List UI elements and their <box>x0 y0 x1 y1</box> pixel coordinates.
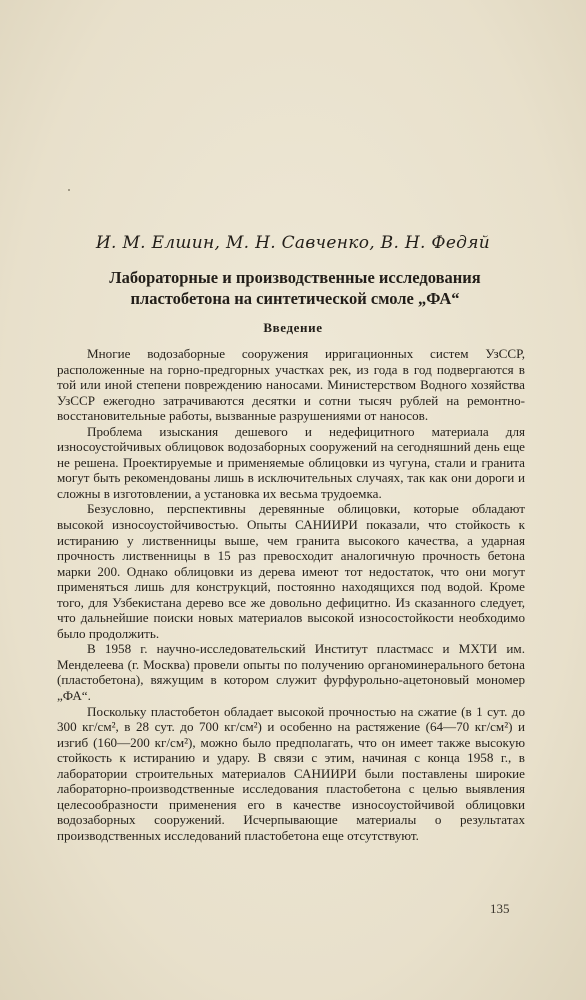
article-title: Лабораторные и производственные исследования пластобетона на синтетической смоле „ФА“ <box>109 268 481 308</box>
page-number: 135 <box>490 901 510 916</box>
paragraph: Поскольку пластобетон обладает высокой прочностью на сжатие (в 1 сут. до 300 кг/см², в 28 сут. до 700 кг/см²) и особенно на растяжение (64—70 кг/см²) и изгиб (160—200 кг/см²), можно было предполагать, что он имеет также высокую стойкость к истиранию и удару. В связи с этим, начиная с конца 1958 г., в лаборатории строительных материалов САНИИРИ были поставлены широкие лабораторно-производственные исследования пластобетона с целью выявления целесообразности применения его в качестве износоустойчивой облицовки водозаборных сооружений. Исчерпывающие материалы о результатах производственных исследований пластобетона еще отсутствуют. <box>57 703 525 843</box>
paper-speck <box>68 189 70 191</box>
paragraph: Проблема изыскания дешевого и недефицитного материала для износоустойчивых облицовок водозаборных сооружений на сегодняшний день еще не решена. Проектируемые и применяемые облицовки из чугуна, стали и гранита могут быть рекомендованы лишь в исключительных случаях, так как они дороги и сложны в изготовлении, а установка их весьма трудоемка. <box>57 423 525 501</box>
article-body <box>57 346 525 844</box>
paragraph: В 1958 г. научно-исследовательский Институт пластмасс и МХТИ им. Менделеева (г. Москва) провели опыты по получению органоминерального бетона (пластобетона), вяжущим в котором служит фурфурольно-ацетоновый мономер „ФА“. <box>57 641 525 704</box>
section-heading: Введение <box>263 320 323 335</box>
paragraph: Безусловно, перспективны деревянные облицовки, которые обладают высокой износоустойчивостью. Опыты САНИИРИ показали, что стойкость к истиранию у лиственницы выше, чем гранита высокого качества, а ударная прочность лиственницы в 15 раз превосходит аналогичную прочность бетона марки 200. Однако облицовки из дерева имеют тот недостаток, что они могут применяться лишь для конструкций, постоянно находящихся под водой. Кроме того, для Узбекистана дерево все же довольно дефицитно. Из сказанного следует, что дальнейшие поиски новых материалов высокой износостойкости необходимо было продолжить. <box>57 501 525 641</box>
paragraph: Многие водозаборные сооружения ирригационных систем УзССР, расположенные на горно-предгорных участках рек, из года в год подвергаются в той или иной степени повреждению наносами. Министерством Водного хозяйства УзССР ежегодно затрачиваются десятки и сотни тысяч рублей на ремонтно-восстановительные работы, вызванные разрушениями от наносов. <box>57 346 525 424</box>
authors: И. М. Елшин, М. Н. Савченко, В. Н. Федяй <box>95 233 491 253</box>
